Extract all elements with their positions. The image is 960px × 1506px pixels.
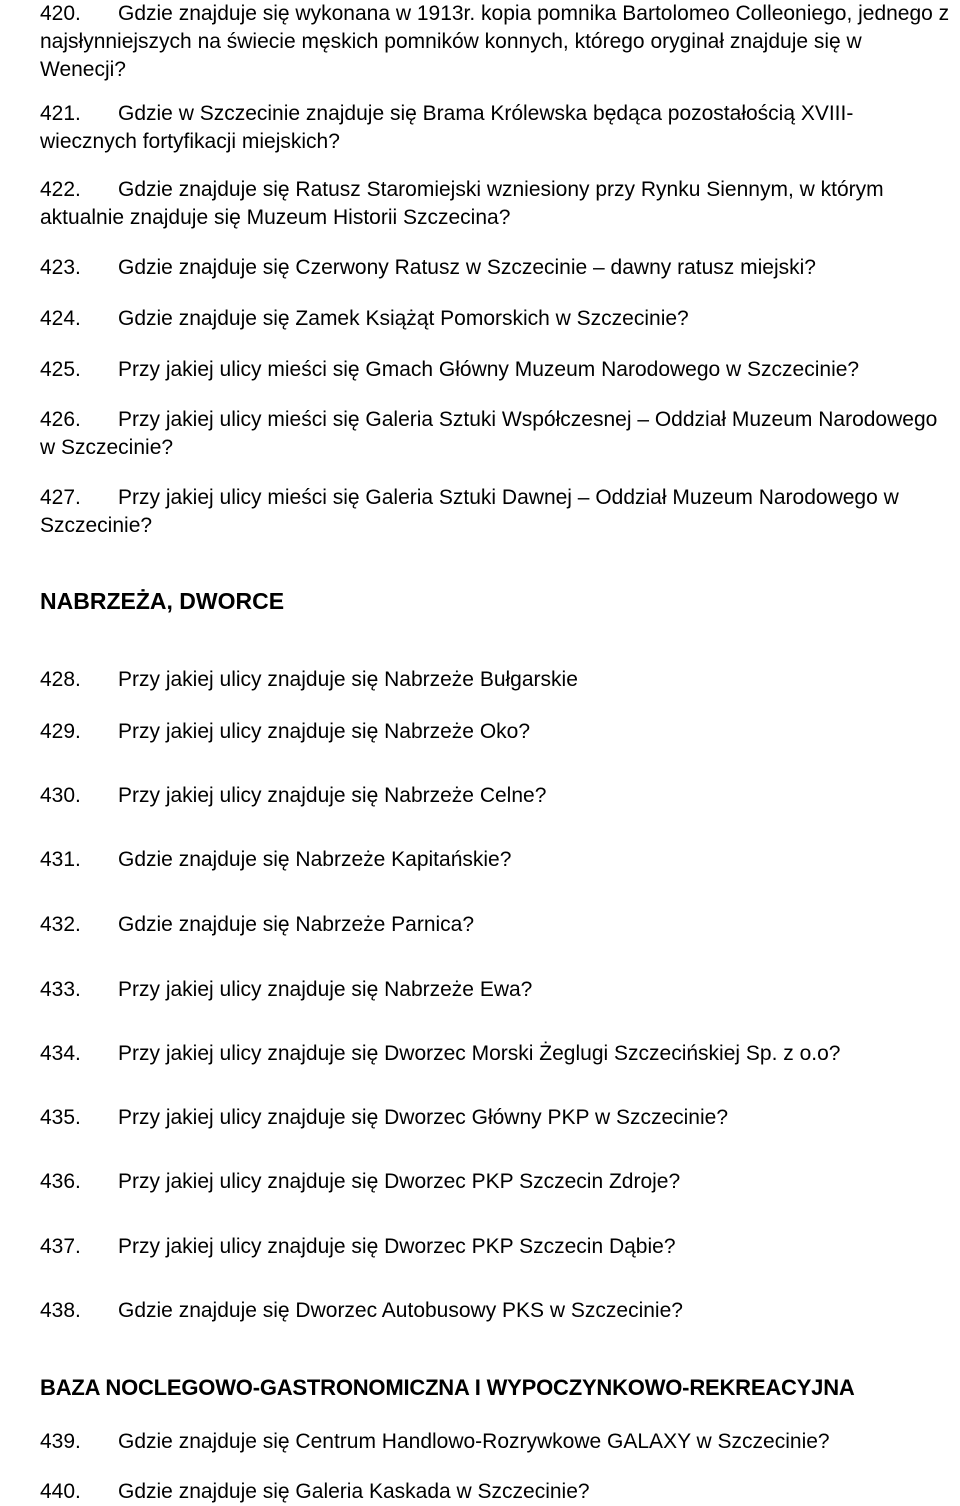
question-text: Gdzie znajduje się Galeria Kaskada w Szczecinie?	[118, 1480, 590, 1503]
question-number: 434.	[40, 1042, 81, 1065]
question-427	[40, 484, 950, 540]
question-text: Gdzie znajduje się Nabrzeże Kapitańskie?	[118, 848, 512, 871]
question-text: Przy jakiej ulicy znajduje się Dworzec PKP Szczecin Zdroje?	[118, 1170, 681, 1193]
question-number: 432.	[40, 913, 81, 936]
question-number: 440.	[40, 1480, 81, 1503]
question-text: Gdzie znajduje się Nabrzeże Parnica?	[118, 913, 475, 936]
question-number: 426.	[40, 408, 81, 431]
question-text: Przy jakiej ulicy znajduje się Nabrzeże Bułgarskie	[118, 668, 578, 691]
question-435	[40, 1104, 950, 1132]
question-text: Gdzie znajduje się Dworzec Autobusowy PKS w Szczecinie?	[118, 1299, 683, 1322]
question-number: 431.	[40, 848, 81, 871]
question-text: Przy jakiej ulicy znajduje się Dworzec Główny PKP w Szczecinie?	[118, 1106, 729, 1129]
question-text: Przy jakiej ulicy mieści się Galeria Sztuki Dawnej – Oddział Muzeum Narodowego w Szczecinie?	[40, 486, 899, 537]
question-text: Gdzie znajduje się Czerwony Ratusz w Szczecinie – dawny ratusz miejski?	[118, 256, 816, 279]
question-number: 420.	[40, 2, 81, 25]
question-number: 421.	[40, 102, 81, 125]
question-number: 438.	[40, 1299, 81, 1322]
question-text: Przy jakiej ulicy znajduje się Dworzec Morski Żeglugi Szczecińskiej Sp. z o.o?	[118, 1042, 841, 1065]
question-number: 427.	[40, 486, 81, 509]
question-431	[40, 846, 950, 874]
question-number: 437.	[40, 1235, 81, 1258]
question-text: Gdzie znajduje się Centrum Handlowo-Rozrywkowe GALAXY w Szczecinie?	[118, 1430, 830, 1453]
question-number: 433.	[40, 978, 81, 1001]
question-text: Przy jakiej ulicy znajduje się Nabrzeże Celne?	[118, 784, 547, 807]
question-text: Przy jakiej ulicy mieści się Galeria Sztuki Współczesnej – Oddział Muzeum Narodowego w Szczecinie?	[40, 408, 938, 459]
question-426	[40, 406, 950, 462]
question-text: Gdzie znajduje się wykonana w 1913r. kopia pomnika Bartolomeo Colleoniego, jednego z najsłynniejszych na świecie męskich pomników konnych, którego oryginał znajduje się w Wenecji?	[40, 2, 950, 81]
question-424	[40, 305, 950, 333]
section-heading-baza: BAZA NOCLEGOWO-GASTRONOMICZNA I WYPOCZYNKOWO-REKREACYJNA	[40, 1375, 855, 1400]
question-text: Przy jakiej ulicy mieści się Gmach Główny Muzeum Narodowego w Szczecinie?	[118, 358, 860, 381]
question-439	[40, 1428, 950, 1456]
question-436	[40, 1168, 950, 1196]
question-number: 435.	[40, 1106, 81, 1129]
question-425	[40, 356, 950, 384]
question-428	[40, 666, 950, 694]
question-number: 439.	[40, 1430, 81, 1453]
question-text: Gdzie w Szczecinie znajduje się Brama Królewska będąca pozostałością XVIII-wiecznych fortyfikacji miejskich?	[40, 102, 854, 153]
question-number: 429.	[40, 720, 81, 743]
question-432	[40, 911, 950, 939]
question-text: Gdzie znajduje się Zamek Książąt Pomorskich w Szczecinie?	[118, 307, 689, 330]
question-429	[40, 718, 950, 746]
question-text: Przy jakiej ulicy znajduje się Dworzec PKP Szczecin Dąbie?	[118, 1235, 676, 1258]
question-420	[40, 0, 950, 84]
section-heading-nabrzeza: NABRZEŻA, DWORCE	[40, 588, 285, 614]
question-423	[40, 254, 950, 282]
question-text: Przy jakiej ulicy znajduje się Nabrzeże Oko?	[118, 720, 531, 743]
question-440	[40, 1478, 950, 1506]
question-number: 430.	[40, 784, 81, 807]
question-number: 428.	[40, 668, 81, 691]
question-438	[40, 1297, 950, 1325]
question-text: Przy jakiej ulicy znajduje się Nabrzeże Ewa?	[118, 978, 533, 1001]
question-430	[40, 782, 950, 810]
question-421	[40, 100, 950, 156]
question-text: Gdzie znajduje się Ratusz Staromiejski wzniesiony przy Rynku Siennym, w którym aktualnie znajduje się Muzeum Historii Szczecina?	[40, 178, 884, 229]
question-number: 422.	[40, 178, 81, 201]
question-422	[40, 176, 950, 232]
question-437	[40, 1233, 950, 1261]
question-number: 436.	[40, 1170, 81, 1193]
question-434	[40, 1040, 950, 1068]
question-number: 423.	[40, 256, 81, 279]
question-number: 425.	[40, 358, 81, 381]
question-433	[40, 976, 950, 1004]
question-number: 424.	[40, 307, 81, 330]
